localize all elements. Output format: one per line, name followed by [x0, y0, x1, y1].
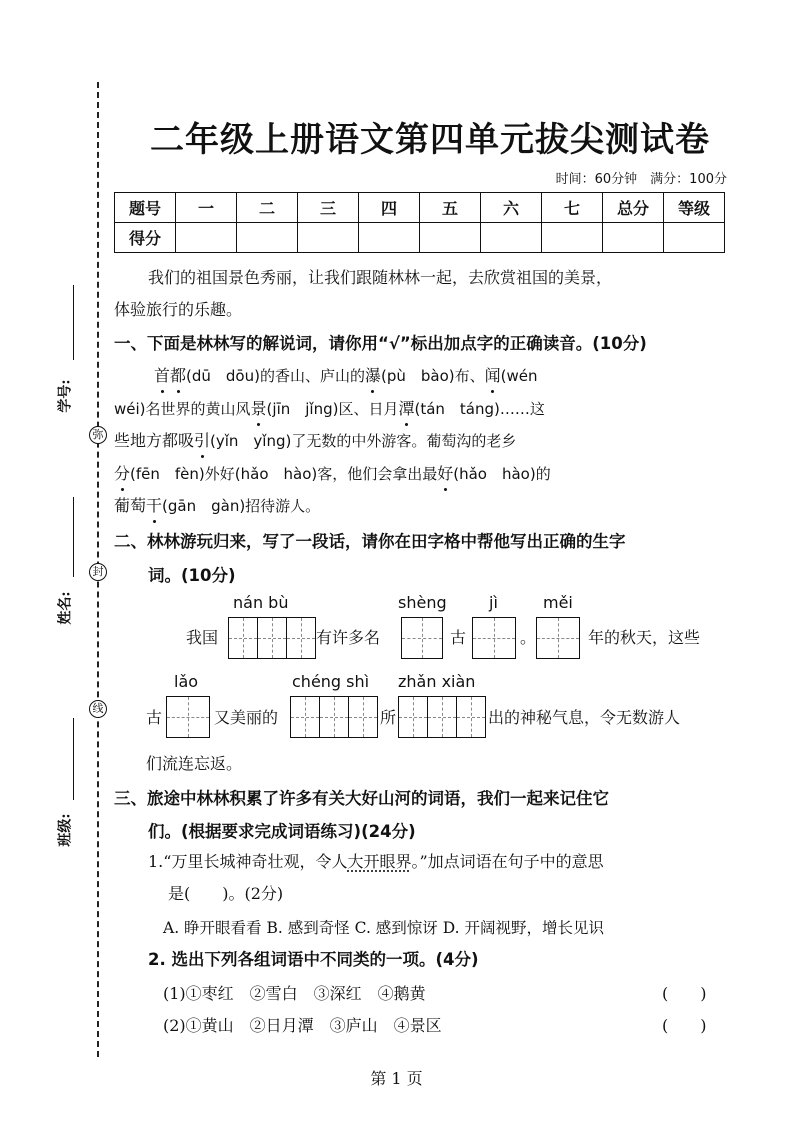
score-header-cell: 题号 [115, 193, 176, 223]
q2-text-qiutian: 年的秋天，这些 [588, 628, 701, 647]
score-row [115, 223, 725, 253]
score-header-cell: 五 [420, 193, 481, 223]
dotted-char: 分 [114, 458, 130, 490]
q2-heading-2: 词。(10分) [148, 566, 236, 585]
q2-text-gu2: 古 [146, 708, 163, 727]
dotted-char: 好 [437, 458, 453, 490]
page-title: 二年级上册语文第四单元拔尖测试卷 [150, 120, 710, 160]
score-table [114, 192, 725, 253]
q1-line-5 [114, 490, 320, 522]
q1-text: 些地方都吸 [114, 431, 195, 450]
answer-paren[interactable]: ( ) [662, 1016, 707, 1035]
seal-char-xian: 线 [89, 700, 107, 718]
name-blank[interactable] [73, 497, 74, 577]
pinyin-choice[interactable]: (tán táng)……这 [414, 400, 545, 418]
q3-heading-1: 三、旅途中林林积累了许多有关大好山河的词语，我们一起来记住它 [114, 789, 609, 808]
student-id-label: 学号: [57, 379, 74, 413]
score-header-cell: 三 [298, 193, 359, 223]
q2-text-gu: 古 [450, 628, 467, 647]
pinyin-sheng: shèng [398, 593, 447, 612]
q2-text-youmeili: 又美丽的 [214, 708, 279, 727]
seal-char-feng: 封 [89, 563, 107, 581]
q2-text-last: 们流连忘返。 [146, 754, 243, 773]
answer-paren[interactable]: ( ) [662, 984, 707, 1003]
score-cell[interactable] [237, 223, 298, 253]
class-label: 班级: [57, 813, 74, 847]
pinyin-lao: lǎo [174, 672, 199, 691]
score-cell[interactable] [298, 223, 359, 253]
score-header-cell: 一 [176, 193, 237, 223]
dotted-char: 瀑 [365, 360, 381, 392]
tianzige-lao[interactable] [166, 696, 210, 738]
score-header-row [115, 193, 725, 223]
score-header-cell: 二 [237, 193, 298, 223]
pinyin-choice[interactable]: (wén [500, 367, 538, 385]
name-label: 姓名: [57, 591, 74, 625]
dotted-char: 首 [154, 360, 170, 392]
intro-line-2: 体验旅行的乐趣。 [114, 300, 243, 319]
tianzige-chengshi[interactable] [290, 696, 378, 738]
q2-text-period: 。 [520, 628, 537, 647]
pinyin-chengshi: chéng shì [292, 672, 370, 691]
q3-s1-line-1 [148, 846, 604, 878]
page-number: 第 1 页 [370, 1069, 423, 1088]
score-header-cell: 六 [481, 193, 542, 223]
score-header-cell: 总分 [603, 193, 664, 223]
score-header-cell: 七 [542, 193, 603, 223]
score-cell[interactable] [664, 223, 725, 253]
score-header-cell: 四 [359, 193, 420, 223]
score-cell[interactable] [176, 223, 237, 253]
q2-text-woguo: 我国 [186, 628, 219, 647]
pinyin-choice[interactable]: wéi)名世界的黄山风 [114, 400, 251, 418]
q1-line-3 [114, 425, 516, 457]
score-header-cell: 等级 [664, 193, 725, 223]
q2-text-chude: 出的神秘气息，令无数游人 [488, 708, 681, 727]
dotted-char: 景 [251, 393, 267, 425]
q3-s1-post: 。”加点词语在句子中的意思 [411, 852, 604, 871]
q2-text-youxu: 有许多名 [316, 628, 381, 647]
q3-s1-pre: 1.“万里长城神奇壮观，令人 [148, 852, 348, 871]
score-cell[interactable] [359, 223, 420, 253]
class-blank[interactable] [73, 718, 74, 800]
score-cell[interactable] [542, 223, 603, 253]
tianzige-mei[interactable] [536, 617, 580, 659]
q2-heading-1: 二、林林游玩归来，写了一段话，请你在田字格中帮他写出正确的生字 [114, 532, 626, 551]
score-cell[interactable] [481, 223, 542, 253]
score-cell[interactable] [420, 223, 481, 253]
tianzige-nanbu[interactable] [228, 617, 316, 659]
dotted-char: 干 [146, 490, 162, 522]
pinyin-choice[interactable]: (yǐn yǐng)了无数的中外游客。葡萄沟的老乡 [210, 432, 517, 450]
pinyin-choice[interactable]: (hǎo hào)的 [453, 465, 551, 483]
pinyin-zhanxian: zhǎn xiàn [398, 672, 476, 691]
q3-s2-row-2: (2)①黄山 ②日月潭 ③庐山 ④景区 [163, 1016, 442, 1035]
q3-s2-row-1: (1)①枣红 ②雪白 ③深红 ④鹅黄 [163, 984, 426, 1003]
tianzige-zhanxian[interactable] [398, 696, 486, 738]
q2-text-suo: 所 [380, 708, 397, 727]
intro-line-1: 我们的祖国景色秀丽，让我们跟随林林一起，去欣赏祖国的美景， [148, 268, 613, 287]
dotted-char: 都 [170, 360, 186, 392]
pinyin-mei: měi [543, 593, 573, 612]
seal-char-mi: 弥 [89, 426, 107, 444]
q1-line-4 [114, 458, 551, 490]
pinyin-nanbu: nán bù [233, 593, 289, 612]
q3-s1-options[interactable]: A. 睁开眼看看 B. 感到奇怪 C. 感到惊讶 D. 开阔视野，增长见识 [163, 919, 604, 937]
q1-heading: 一、下面是林林写的解说词，请你用“√”标出加点字的正确读音。(10分) [114, 334, 647, 353]
q1-line-1 [154, 360, 538, 392]
dotted-word: 大开眼界 [347, 852, 412, 871]
q1-line-2 [114, 393, 545, 425]
score-row-label: 得分 [115, 223, 176, 253]
dotted-char: 潭 [398, 393, 414, 425]
pinyin-choice[interactable]: (fēn fèn)外好 [130, 465, 235, 483]
q3-heading-2: 们。(根据要求完成词语练习)(24分) [148, 822, 416, 841]
tianzige-ji[interactable] [472, 617, 516, 659]
dotted-char: 引 [194, 425, 210, 457]
pinyin-choice[interactable]: (dū dōu)的香山、庐山的 [186, 367, 365, 385]
student-id-blank[interactable] [73, 285, 74, 360]
exam-meta: 时间：60分钟 满分：100分 [555, 172, 727, 187]
pinyin-ji: jì [489, 593, 498, 612]
q1-text: 葡萄 [114, 496, 147, 515]
tianzige-sheng[interactable] [401, 617, 443, 659]
q3-s1-line-2[interactable]: 是( )。(2分) [168, 884, 284, 903]
pinyin-choice[interactable]: (jīn jǐng)区、日月 [266, 400, 399, 418]
q3-s2-heading: 2. 选出下列各组词语中不同类的一项。(4分) [148, 950, 479, 969]
score-cell[interactable] [603, 223, 664, 253]
pinyin-choice[interactable]: (pù bào)布、 [381, 367, 485, 385]
pinyin-choice[interactable]: (gān gàn)招待游人。 [162, 497, 321, 515]
pinyin-choice[interactable]: (hǎo hào)客，他们会拿出最 [234, 465, 438, 483]
dotted-char: 闻 [485, 360, 501, 392]
